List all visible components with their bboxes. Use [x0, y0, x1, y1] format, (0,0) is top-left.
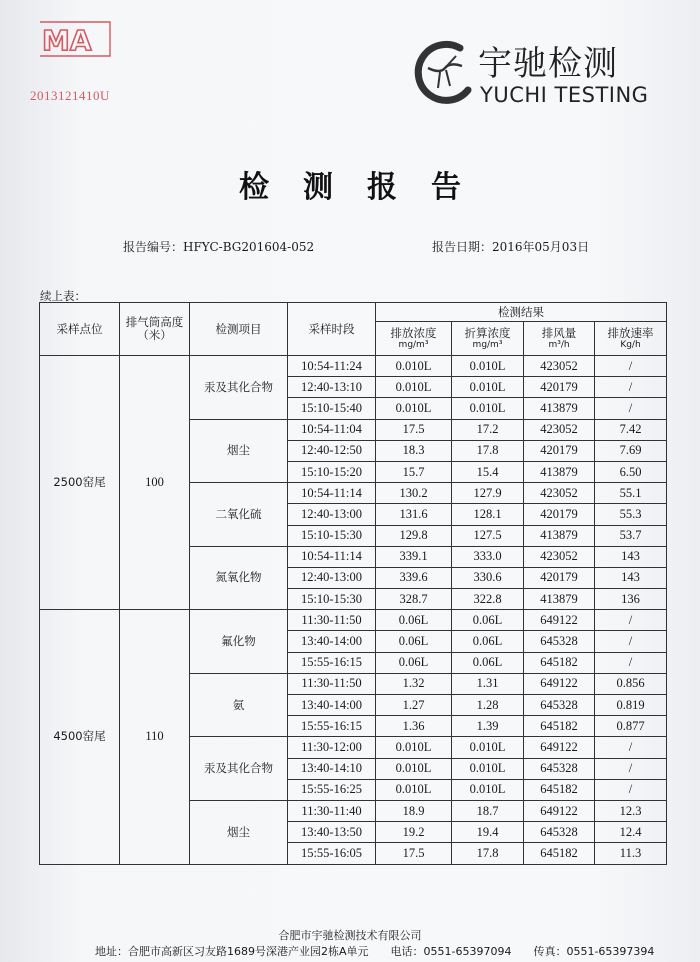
- rate-cell: 12.3: [595, 800, 667, 821]
- concentration-cell: 129.8: [376, 525, 452, 546]
- ma-stamp-icon: [34, 18, 116, 60]
- header-stack-height-label: 排气筒高度: [125, 315, 184, 329]
- flow-cell: 423052: [524, 483, 595, 504]
- flow-cell: 413879: [524, 589, 595, 610]
- rate-cell: /: [595, 610, 667, 631]
- footer-company: 合肥市宇驰检测技术有限公司: [278, 929, 422, 942]
- flow-cell: 649122: [524, 800, 595, 821]
- concentration-cell: 18.3: [376, 440, 452, 461]
- rate-cell: 53.7: [595, 525, 667, 546]
- header-period: 采样时段: [288, 303, 376, 356]
- rate-cell: 0.856: [595, 673, 667, 694]
- rate-cell: /: [595, 356, 667, 377]
- item-cell: 汞及其化合物: [190, 737, 288, 801]
- flow-cell: 645328: [524, 631, 595, 652]
- rate-cell: 55.1: [595, 483, 667, 504]
- header-rate-unit: Kg/h: [620, 340, 641, 350]
- header-flow-label: 排风量: [541, 326, 577, 340]
- period-cell: 15:55-16:15: [288, 716, 376, 737]
- period-cell: 15:10-15:40: [288, 398, 376, 419]
- rate-cell: 55.3: [595, 504, 667, 525]
- flow-cell: 423052: [524, 356, 595, 377]
- concentration-cell: 15.7: [376, 461, 452, 482]
- flow-cell: 645182: [524, 843, 595, 864]
- converted-cell: 1.28: [452, 695, 524, 716]
- converted-cell: 0.06L: [452, 610, 524, 631]
- rate-cell: 12.4: [595, 822, 667, 843]
- ma-stamp-text: MA: [42, 24, 92, 57]
- converted-cell: 128.1: [452, 504, 524, 525]
- concentration-cell: 0.010L: [376, 758, 452, 779]
- flow-cell: 645182: [524, 779, 595, 800]
- site-cell: 2500窑尾: [40, 356, 120, 610]
- flow-cell: 645328: [524, 758, 595, 779]
- concentration-cell: 0.010L: [376, 779, 452, 800]
- table-row: [40, 356, 667, 377]
- header-row: [40, 303, 667, 322]
- rate-cell: 7.69: [595, 440, 667, 461]
- concentration-cell: 18.9: [376, 800, 452, 821]
- rate-cell: 0.819: [595, 695, 667, 716]
- table-row: [40, 610, 667, 631]
- rate-cell: 7.42: [595, 419, 667, 440]
- concentration-cell: 0.06L: [376, 631, 452, 652]
- concentration-cell: 0.010L: [376, 737, 452, 758]
- flow-cell: 645182: [524, 716, 595, 737]
- flow-cell: 420179: [524, 504, 595, 525]
- period-cell: 12:40-13:00: [288, 504, 376, 525]
- converted-cell: 127.5: [452, 525, 524, 546]
- converted-cell: 18.7: [452, 800, 524, 821]
- rate-cell: /: [595, 652, 667, 673]
- report-title: 检测报告: [239, 170, 495, 205]
- flow-cell: 413879: [524, 461, 595, 482]
- concentration-cell: 0.06L: [376, 652, 452, 673]
- period-cell: 11:30-11:50: [288, 610, 376, 631]
- period-cell: 15:10-15:30: [288, 525, 376, 546]
- period-cell: 10:54-11:04: [288, 419, 376, 440]
- flow-cell: 645182: [524, 652, 595, 673]
- period-cell: 13:40-14:00: [288, 631, 376, 652]
- results-table-body: [40, 303, 667, 865]
- converted-cell: 0.010L: [452, 758, 524, 779]
- item-cell: 氮氧化物: [190, 546, 288, 610]
- flow-cell: 413879: [524, 398, 595, 419]
- results-table: [39, 302, 667, 865]
- item-cell: 氨: [190, 673, 288, 737]
- converted-cell: 0.06L: [452, 652, 524, 673]
- rate-cell: 6.50: [595, 461, 667, 482]
- rate-cell: 143: [595, 567, 667, 588]
- rate-cell: 143: [595, 546, 667, 567]
- report-number: 报告编号：HFYC-BG201604-052: [123, 240, 315, 254]
- period-cell: 13:40-14:10: [288, 758, 376, 779]
- concentration-cell: 19.2: [376, 822, 452, 843]
- header-flow-unit: m³/h: [548, 340, 570, 350]
- rate-cell: /: [595, 631, 667, 652]
- period-cell: 15:55-16:25: [288, 779, 376, 800]
- concentration-cell: 1.36: [376, 716, 452, 737]
- period-cell: 12:40-12:50: [288, 440, 376, 461]
- concentration-cell: 130.2: [376, 483, 452, 504]
- converted-cell: 0.010L: [452, 377, 524, 398]
- concentration-cell: 339.1: [376, 546, 452, 567]
- header-conc: [376, 322, 452, 356]
- converted-cell: 127.9: [452, 483, 524, 504]
- header-conv-label: 折算浓度: [464, 326, 511, 340]
- period-cell: 11:30-11:40: [288, 800, 376, 821]
- period-cell: 13:40-13:50: [288, 822, 376, 843]
- period-cell: 13:40-14:00: [288, 695, 376, 716]
- header-conc-unit: mg/m³: [398, 340, 429, 350]
- header-site: 采样点位: [40, 303, 120, 356]
- header-conv: [452, 322, 524, 356]
- concentration-cell: 1.27: [376, 695, 452, 716]
- converted-cell: 0.010L: [452, 779, 524, 800]
- item-cell: 汞及其化合物: [190, 356, 288, 420]
- flow-cell: 649122: [524, 673, 595, 694]
- header-item: 检测项目: [190, 303, 288, 356]
- period-cell: 12:40-13:00: [288, 567, 376, 588]
- period-cell: 10:54-11:24: [288, 356, 376, 377]
- rate-cell: 0.877: [595, 716, 667, 737]
- concentration-cell: 339.6: [376, 567, 452, 588]
- flow-cell: 645328: [524, 695, 595, 716]
- header-rate-label: 排放速率: [607, 326, 654, 340]
- concentration-cell: 0.010L: [376, 356, 452, 377]
- period-cell: 11:30-11:50: [288, 673, 376, 694]
- header-flow: [524, 322, 595, 356]
- rate-cell: /: [595, 779, 667, 800]
- flow-cell: 645328: [524, 822, 595, 843]
- concentration-cell: 0.010L: [376, 377, 452, 398]
- item-cell: 二氧化硫: [190, 483, 288, 547]
- rate-cell: /: [595, 377, 667, 398]
- rate-cell: /: [595, 737, 667, 758]
- converted-cell: 15.4: [452, 461, 524, 482]
- converted-cell: 17.8: [452, 440, 524, 461]
- converted-cell: 0.010L: [452, 398, 524, 419]
- concentration-cell: 0.06L: [376, 610, 452, 631]
- concentration-cell: 131.6: [376, 504, 452, 525]
- header-conc-label: 排放浓度: [390, 326, 437, 340]
- converted-cell: 17.2: [452, 419, 524, 440]
- item-cell: 烟尘: [190, 800, 288, 864]
- period-cell: 12:40-13:10: [288, 377, 376, 398]
- converted-cell: 330.6: [452, 567, 524, 588]
- converted-cell: 0.010L: [452, 737, 524, 758]
- header-stack-height: [120, 303, 190, 356]
- flow-cell: 420179: [524, 440, 595, 461]
- header-rate: [595, 322, 667, 356]
- report-date: 报告日期：2016年05月03日: [432, 240, 590, 254]
- logo-english-name: YUCHI TESTING: [480, 83, 649, 107]
- concentration-cell: 1.32: [376, 673, 452, 694]
- converted-cell: 1.39: [452, 716, 524, 737]
- converted-cell: 17.8: [452, 843, 524, 864]
- flow-cell: 423052: [524, 546, 595, 567]
- period-cell: 15:10-15:20: [288, 461, 376, 482]
- converted-cell: 322.8: [452, 589, 524, 610]
- flow-cell: 649122: [524, 610, 595, 631]
- header-stack-height-unit: （米）: [137, 328, 172, 342]
- converted-cell: 19.4: [452, 822, 524, 843]
- concentration-cell: 328.7: [376, 589, 452, 610]
- period-cell: 15:55-16:05: [288, 843, 376, 864]
- item-cell: 烟尘: [190, 419, 288, 483]
- concentration-cell: 17.5: [376, 419, 452, 440]
- yuchi-logo-icon: [410, 38, 480, 108]
- converted-cell: 1.31: [452, 673, 524, 694]
- item-cell: 氟化物: [190, 610, 288, 674]
- site-cell: 4500窑尾: [40, 610, 120, 864]
- rate-cell: /: [595, 758, 667, 779]
- flow-cell: 649122: [524, 737, 595, 758]
- continued-label: 续上表：: [40, 289, 86, 303]
- stack-height-cell: 110: [120, 610, 190, 864]
- rate-cell: 11.3: [595, 843, 667, 864]
- concentration-cell: 17.5: [376, 843, 452, 864]
- converted-cell: 0.06L: [452, 631, 524, 652]
- converted-cell: 0.010L: [452, 356, 524, 377]
- converted-cell: 333.0: [452, 546, 524, 567]
- footer-address: 地址：合肥市高新区习友路1689号深港产业园2栋A单元 电话：0551-65397094 传真：0551-65397394: [95, 945, 655, 958]
- concentration-cell: 0.010L: [376, 398, 452, 419]
- flow-cell: 420179: [524, 567, 595, 588]
- period-cell: 10:54-11:14: [288, 483, 376, 504]
- period-cell: 15:55-16:15: [288, 652, 376, 673]
- rate-cell: 136: [595, 589, 667, 610]
- period-cell: 11:30-12:00: [288, 737, 376, 758]
- rate-cell: /: [595, 398, 667, 419]
- header-conv-unit: mg/m³: [472, 340, 503, 350]
- flow-cell: 423052: [524, 419, 595, 440]
- flow-cell: 420179: [524, 377, 595, 398]
- flow-cell: 413879: [524, 525, 595, 546]
- logo-chinese-name: 宇驰检测: [478, 44, 618, 84]
- header-results: 检测结果: [376, 303, 667, 322]
- stack-height-cell: 100: [120, 356, 190, 610]
- certificate-number: 2013121410U: [30, 88, 110, 103]
- period-cell: 10:54-11:14: [288, 546, 376, 567]
- period-cell: 15:10-15:30: [288, 589, 376, 610]
